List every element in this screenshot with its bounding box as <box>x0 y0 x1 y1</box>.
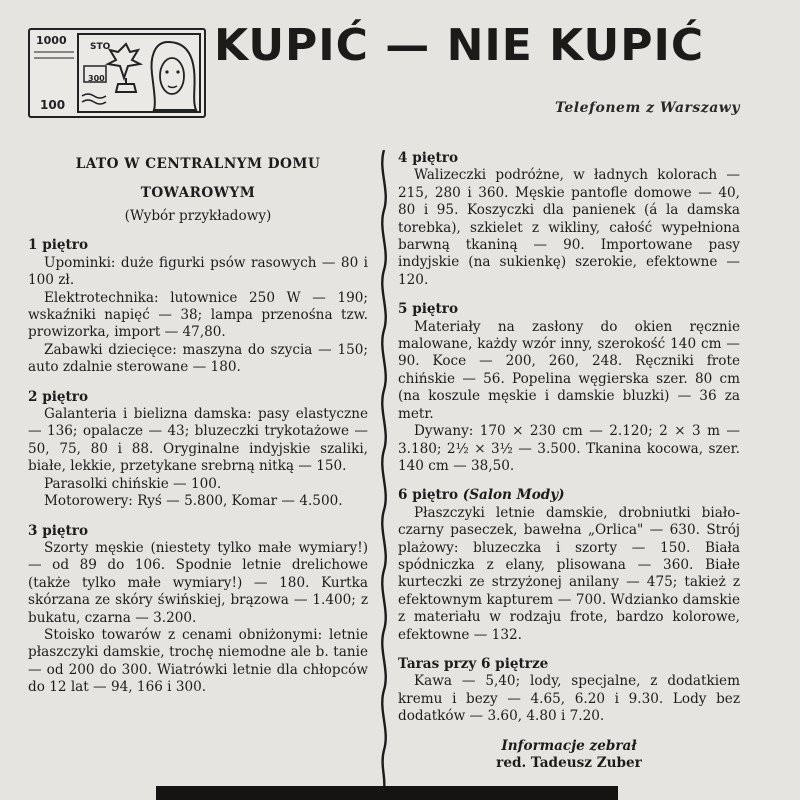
floor-4-paragraph: Walizeczki podróżne, w ładnych kolorach — 215, 280 i 360. Męskie pantofle domowe — 40, 80 i 95. Koszyczki dla panienek (á la damska torebka), szkielet z wikliny, całość wypełniona barwną tkaniną — 90. Importowane pasy indyjskie (na sukienkę) szerokie, efektowne — 120. <box>398 167 740 288</box>
floor-6-title <box>398 487 740 504</box>
floor-6-section <box>398 487 740 644</box>
floor-1-title: 1 piętro <box>28 237 89 254</box>
floor-2-paragraph: Galanteria i bielizna damska: pasy elastyczne — 136; opalacze — 43; bluzeczki trykotażowe — 50, 75, 80 i 88. Oryginalne indyjskie szaliki, białe, lekkie, przetykane srebrną nitką — 150. <box>28 406 368 475</box>
byline: Telefonem z Warszawy <box>555 100 740 116</box>
floor-1-paragraph: Upominki: duże figurki psów rasowych — 80 i 100 zł. <box>28 254 368 289</box>
floor-5-paragraph: Dywany: 170 × 230 cm — 2.120; 2 × 3 m — 3.180; 2½ × 3½ — 3.500. Tkanina kocowa, szer. 140 cm — 38,50. <box>398 423 740 474</box>
floor-6-note: (Salon Mody) <box>462 487 565 504</box>
logo-label-100: 100 <box>40 98 66 112</box>
section-subheading: (Wybór przykładowy) <box>124 208 272 224</box>
section-heading-line1: LATO W CENTRALNYM DOMU <box>75 156 321 172</box>
column-divider <box>374 150 394 790</box>
floor-3-paragraph: Szorty męskie (niestety tylko małe wymiary!) — od 89 do 106. Spodnie letnie drelichowe (także tylko małe wymiary!) — 180. Kurtka skórzana ze skóry świńskiej, brązowa — 1.400; z bukatu, czarna — 3.200. <box>28 539 368 626</box>
terrace-title: Taras przy 6 piętrze <box>398 655 549 672</box>
floor-6-title-text: 6 piętro <box>398 487 459 504</box>
floor-3-section <box>28 523 368 697</box>
credit-line-2: red. Tadeusz Zuber <box>496 755 642 771</box>
floor-1-section <box>28 237 368 376</box>
floor-5-section <box>398 301 740 475</box>
header-illustration <box>28 28 206 118</box>
logo-label-sto: STO <box>90 42 111 52</box>
floor-3-paragraph: Stoisko towarów z cenami obniżonymi: letnie płaszczyki damskie, trochę niemodne ale b. tanie — od 200 do 300. Wiatrówki letnie dla chłopców do 12 lat — 94, 166 i 300. <box>28 626 368 696</box>
logo-label-300: 300 <box>88 74 105 83</box>
floor-2-paragraph: Parasolki chińskie — 100. <box>44 475 222 492</box>
floor-6-paragraph: Płaszczyki letnie damskie, drobniutki biało-czarny paseczek, bawełna „Orlica" — 630. Strój plażowy: bluzeczka i szorty — 150. Biała spódniczka z elany, plisowana — 360. Białe kurteczki ze strzyżonej anilany — 475; takież z efektownym kapturem — 700. Wdzianko damskie z materiału w rodzaju frote, bardzo kolorowe, efektowne — 132. <box>398 504 740 643</box>
author-credit <box>398 738 740 773</box>
floor-2-section <box>28 389 368 511</box>
floor-5-title: 5 piętro <box>398 301 459 318</box>
floor-2-title: 2 piętro <box>28 388 89 405</box>
terrace-paragraph: Kawa — 5,40; lody, specjalne, z dodatkiem kremu i bezy — 4.65, 6.20 i 9.30. Lody bez dodatków — 3.60, 4.80 i 7.20. <box>398 673 740 725</box>
floor-3-title: 3 piętro <box>28 522 89 539</box>
floor-1-paragraph: Elektrotechnika: lutownice 250 W — 190; wskaźniki napięć — 38; lampa przenośna tzw. prowizorka, import — 47,80. <box>28 289 368 341</box>
page-title: KUPIĆ — NIE KUPIĆ <box>214 20 705 71</box>
right-column <box>398 150 740 772</box>
terrace-section <box>398 656 740 726</box>
bottom-black-bar <box>156 786 618 800</box>
floor-4-section <box>398 150 740 289</box>
section-heading-line2: TOWAROWYM <box>140 185 256 201</box>
credit-line-1: Informacje zebrał <box>501 737 637 754</box>
left-column <box>28 150 368 709</box>
floor-2-paragraph: Motorowery: Ryś — 5.800, Komar — 4.500. <box>44 493 343 510</box>
floor-5-paragraph: Materiały na zasłony do okien ręcznie malowane, każdy wzór inny, szerokość 140 cm — 90. Koce — 200, 260, 248. Ręczniki frote chińskie — 56. Popelina węgierska szer. 80 cm (na koszule męskie i damskie bluzki) — 36 za metr. <box>398 318 740 422</box>
logo-label-1000: 1000 <box>36 34 67 47</box>
floor-4-title: 4 piętro <box>398 150 459 166</box>
floor-1-paragraph: Zabawki dziecięce: maszyna do szycia — 150; auto zdalnie sterowane — 180. <box>28 341 368 376</box>
